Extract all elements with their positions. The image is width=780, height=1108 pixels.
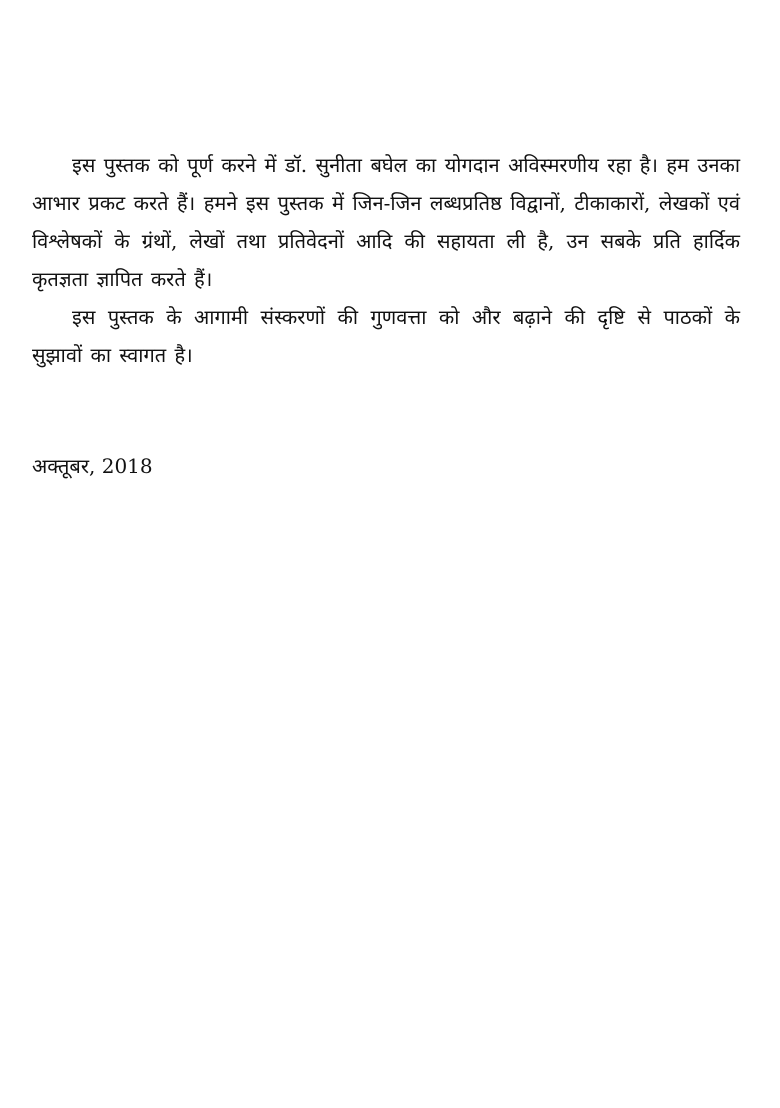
document-date: अक्तूबर, 2018	[32, 454, 153, 478]
acknowledgement-paragraph-1: इस पुस्तक को पूर्ण करने में डॉ. सुनीता बघेल का योगदान अविस्मरणीय रहा है। हम उनका आभार प्रकट करते हैं। हमने इस पुस्तक में जिन-जिन लब्धप्रतिष्ठ विद्वानों, टीकाकारों, लेखकों एवं विश्लेषकों के ग्रंथों, लेखों तथा प्रतिवेदनों आदि की सहायता ली है, उन सबके प्रति हार्दिक कृतज्ञता ज्ञापित करते हैं।	[32, 153, 740, 291]
acknowledgement-paragraph-2: इस पुस्तक के आगामी संस्करणों की गुणवत्ता को और बढ़ाने की दृष्टि से पाठकों के सुझावों का स्वागत है।	[32, 305, 740, 367]
acknowledgement-body	[32, 146, 740, 374]
